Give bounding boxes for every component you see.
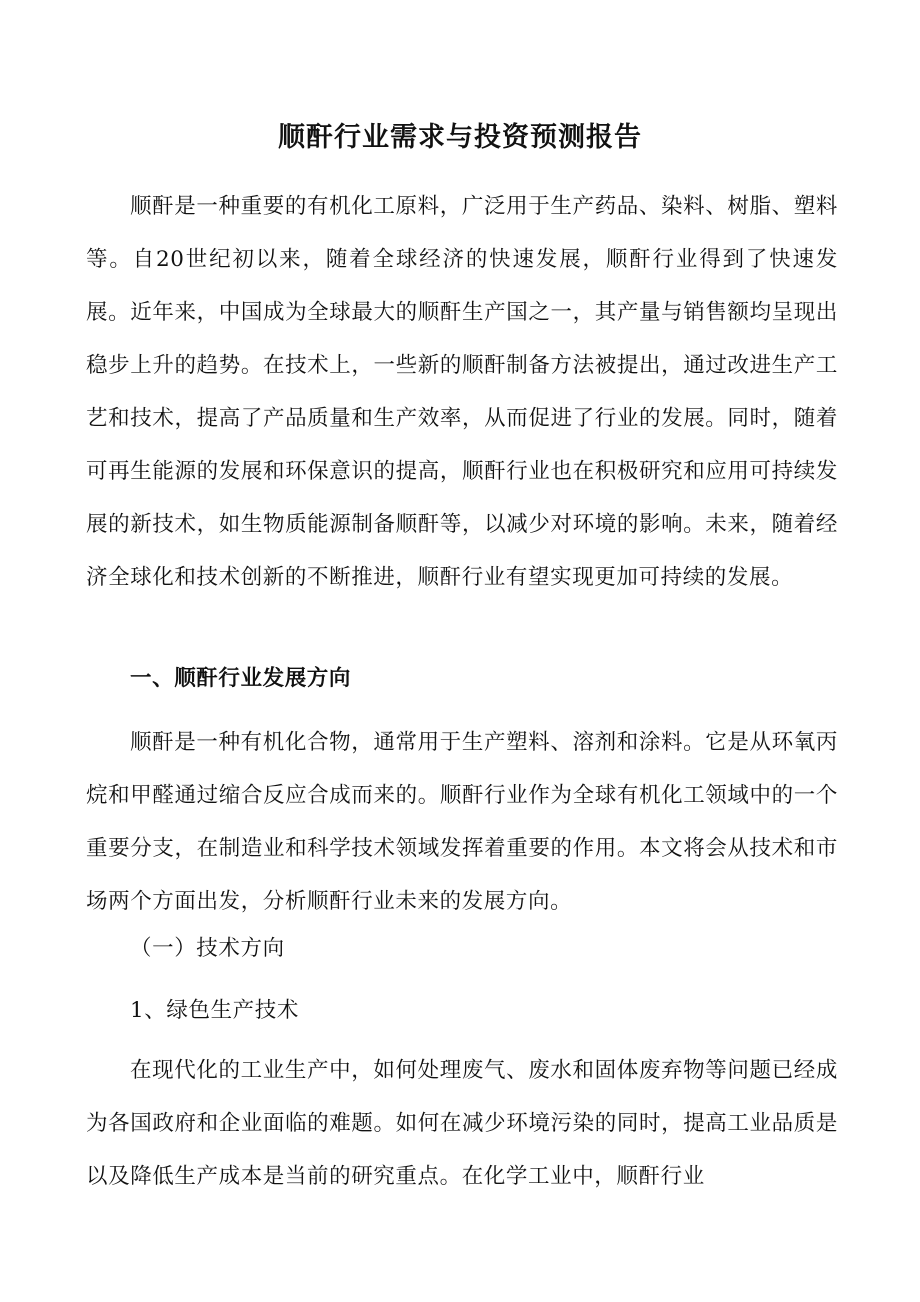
document-title: 顺酐行业需求与投资预测报告 <box>278 122 642 153</box>
intro-paragraph: 顺酐是一种重要的有机化工原料，广泛用于生产药品、染料、树脂、塑料等。自20世纪初以来，随着全球经济的快速发展，顺酐行业得到了快速发展。近年来，中国成为全球最大的顺酐生产国之一，其产量与销售额均呈现出稳步上升的趋势。在技术上，一些新的顺酐制备方法被提出，通过改进生产工艺和技术，提高了产品质量和生产效率，从而促进了行业的发展。同时，随着可再生能源的发展和环保意识的提高，顺酐行业也在积极研究和应用可持续发展的新技术，如生物质能源制备顺酐等，以减少对环境的影响。未来，随着经济全球化和技术创新的不断推进，顺酐行业有望实现更加可持续的发展。 <box>86 194 838 590</box>
subsection-heading: （一）技术方向 <box>130 936 285 961</box>
item-paragraph: 在现代化的工业生产中，如何处理废气、废水和固体废弃物等问题已经成为各国政府和企业面临的难题。如何在减少环境污染的同时，提高工业品质是以及降低生产成本是当前的研究重点。在化学工业中，顺酐行业 <box>86 1058 838 1189</box>
section-heading: 一、顺酐行业发展方向 <box>130 666 352 691</box>
section-paragraph: 顺酐是一种有机化合物，通常用于生产塑料、溶剂和涂料。它是从环氧丙烷和甲醛通过缩合反应合成而来的。顺酐行业作为全球有机化工领域中的一个重要分支，在制造业和科学技术领域发挥着重要的作用。本文将会从技术和市场两个方面出发，分析顺酐行业未来的发展方向。 <box>86 730 838 914</box>
item-heading: 1、绿色生产技术 <box>130 998 299 1023</box>
